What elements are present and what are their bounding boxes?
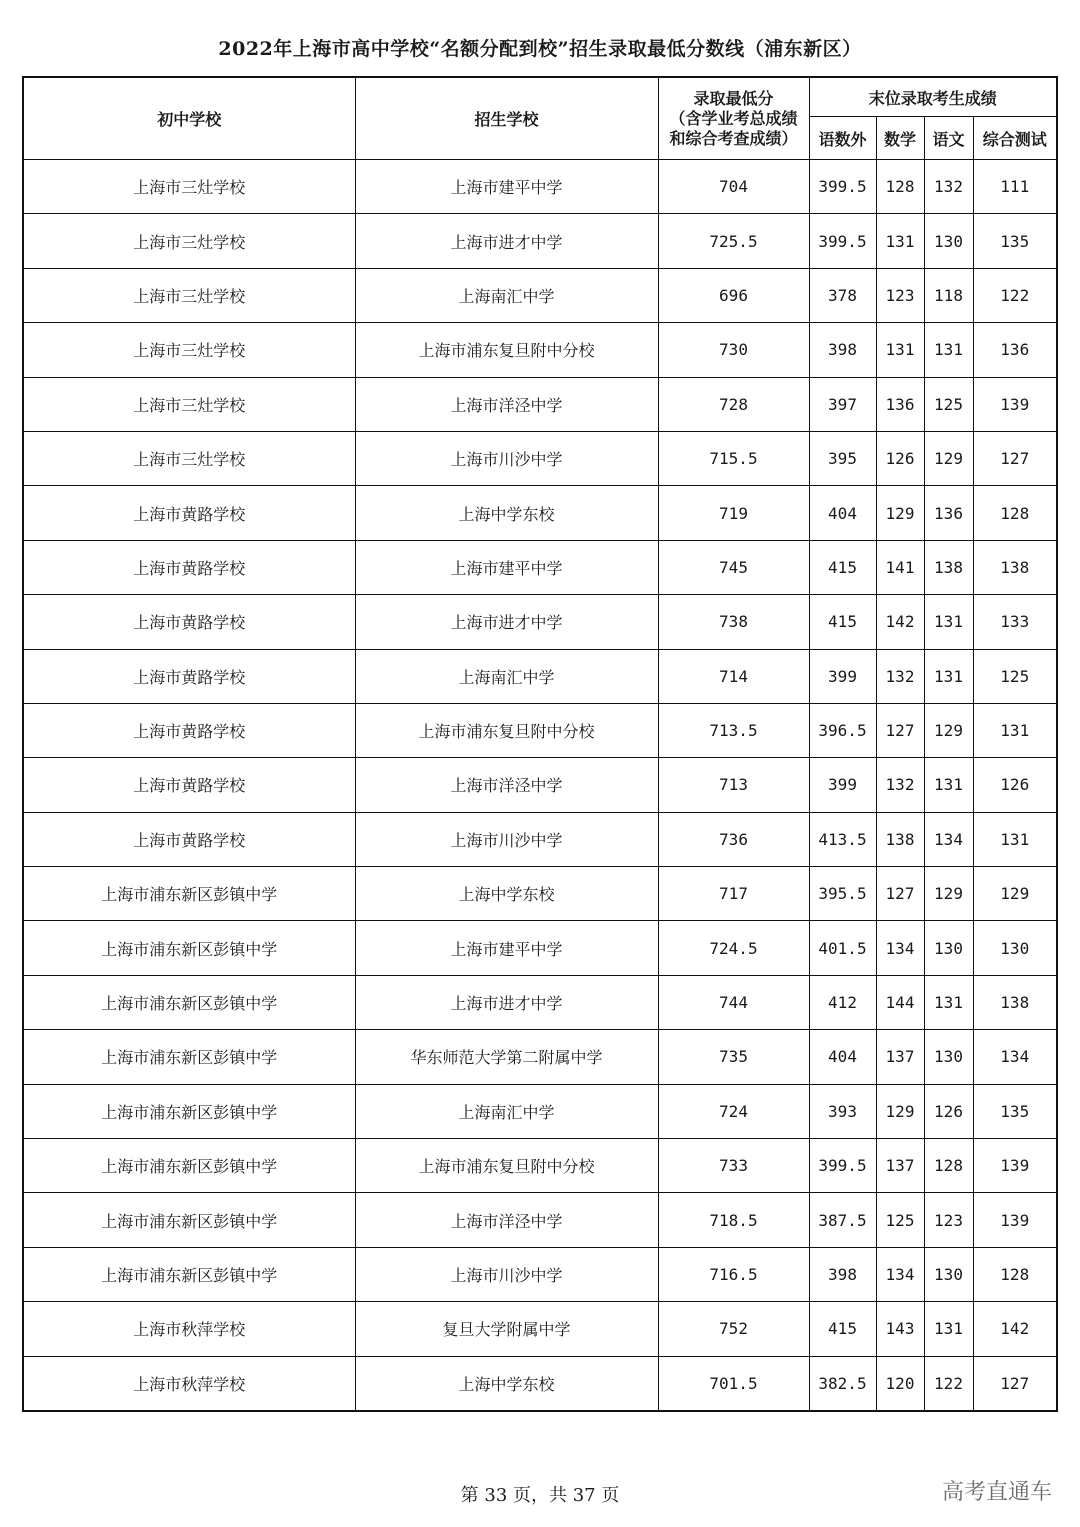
- comprehensive-cell: 138: [973, 540, 1057, 594]
- admitting-school-cell: 上海中学东校: [355, 486, 658, 540]
- chinese-cell: 131: [924, 975, 973, 1029]
- chinese-cell: 126: [924, 1084, 973, 1138]
- total-cell: 399.5: [809, 160, 876, 214]
- chinese-cell: 131: [924, 595, 973, 649]
- table-row: [23, 1139, 1057, 1193]
- comprehensive-cell: 130: [973, 921, 1057, 975]
- total-cell: 401.5: [809, 921, 876, 975]
- comprehensive-cell: 127: [973, 1356, 1057, 1411]
- math-cell: 123: [876, 268, 924, 322]
- total-cell: 393: [809, 1084, 876, 1138]
- math-cell: 128: [876, 160, 924, 214]
- total-cell: 404: [809, 486, 876, 540]
- min-score-cell: 715.5: [658, 431, 809, 485]
- header-junior-school: 初中学校: [23, 77, 355, 160]
- comprehensive-cell: 136: [973, 323, 1057, 377]
- comprehensive-cell: 129: [973, 867, 1057, 921]
- header-chinese: 语文: [924, 117, 973, 160]
- admitting-school-cell: 上海市建平中学: [355, 921, 658, 975]
- admitting-school-cell: 上海市进才中学: [355, 214, 658, 268]
- table-row: [23, 268, 1057, 322]
- header-comprehensive-test: 综合测试: [973, 117, 1057, 160]
- comprehensive-cell: 127: [973, 431, 1057, 485]
- table-row: [23, 758, 1057, 812]
- table-row: [23, 323, 1057, 377]
- junior-school-cell: 上海市三灶学校: [23, 323, 355, 377]
- junior-school-cell: 上海市浦东新区彭镇中学: [23, 975, 355, 1029]
- math-cell: 143: [876, 1302, 924, 1356]
- total-cell: 399.5: [809, 1139, 876, 1193]
- math-cell: 144: [876, 975, 924, 1029]
- math-cell: 136: [876, 377, 924, 431]
- junior-school-cell: 上海市浦东新区彭镇中学: [23, 921, 355, 975]
- chinese-cell: 131: [924, 1302, 973, 1356]
- min-score-cell: 718.5: [658, 1193, 809, 1247]
- total-cell: 396.5: [809, 703, 876, 757]
- admitting-school-cell: 上海市洋泾中学: [355, 1193, 658, 1247]
- table-row: [23, 1247, 1057, 1301]
- comprehensive-cell: 122: [973, 268, 1057, 322]
- math-cell: 132: [876, 649, 924, 703]
- min-score-cell: 728: [658, 377, 809, 431]
- chinese-cell: 131: [924, 758, 973, 812]
- junior-school-cell: 上海市浦东新区彭镇中学: [23, 1030, 355, 1084]
- junior-school-cell: 上海市三灶学校: [23, 160, 355, 214]
- min-score-cell: 704: [658, 160, 809, 214]
- min-score-cell: 717: [658, 867, 809, 921]
- junior-school-cell: 上海市三灶学校: [23, 214, 355, 268]
- admitting-school-cell: 上海市建平中学: [355, 540, 658, 594]
- chinese-cell: 129: [924, 867, 973, 921]
- table-row: [23, 649, 1057, 703]
- comprehensive-cell: 139: [973, 1139, 1057, 1193]
- math-cell: 141: [876, 540, 924, 594]
- admitting-school-cell: 上海南汇中学: [355, 1084, 658, 1138]
- table-row: [23, 867, 1057, 921]
- junior-school-cell: 上海市黄路学校: [23, 486, 355, 540]
- min-score-cell: 724.5: [658, 921, 809, 975]
- junior-school-cell: 上海市黄路学校: [23, 540, 355, 594]
- admitting-school-cell: 上海南汇中学: [355, 649, 658, 703]
- math-cell: 131: [876, 214, 924, 268]
- junior-school-cell: 上海市秋萍学校: [23, 1356, 355, 1411]
- admitting-school-cell: 上海市川沙中学: [355, 431, 658, 485]
- chinese-cell: 130: [924, 1030, 973, 1084]
- math-cell: 131: [876, 323, 924, 377]
- header-chinese-math-english: 语数外: [809, 117, 876, 160]
- table-row: [23, 1030, 1057, 1084]
- header-math: 数学: [876, 117, 924, 160]
- junior-school-cell: 上海市三灶学校: [23, 431, 355, 485]
- total-cell: 399: [809, 758, 876, 812]
- min-score-cell: 738: [658, 595, 809, 649]
- math-cell: 132: [876, 758, 924, 812]
- admitting-school-cell: 上海市进才中学: [355, 595, 658, 649]
- admitting-school-cell: 上海市洋泾中学: [355, 758, 658, 812]
- junior-school-cell: 上海市三灶学校: [23, 377, 355, 431]
- admitting-school-cell: 上海市浦东复旦附中分校: [355, 323, 658, 377]
- admission-scores-table: [22, 76, 1058, 1412]
- table-row: [23, 703, 1057, 757]
- math-cell: 125: [876, 1193, 924, 1247]
- chinese-cell: 130: [924, 921, 973, 975]
- admitting-school-cell: 上海中学东校: [355, 867, 658, 921]
- math-cell: 138: [876, 812, 924, 866]
- comprehensive-cell: 133: [973, 595, 1057, 649]
- total-cell: 398: [809, 1247, 876, 1301]
- min-score-cell: 716.5: [658, 1247, 809, 1301]
- chinese-cell: 131: [924, 323, 973, 377]
- header-row-top: [23, 77, 1057, 117]
- admitting-school-cell: 上海市洋泾中学: [355, 377, 658, 431]
- page-number: 第 33 页，共 37 页: [460, 1485, 620, 1506]
- comprehensive-cell: 139: [973, 377, 1057, 431]
- table-row: [23, 1302, 1057, 1356]
- math-cell: 134: [876, 1247, 924, 1301]
- comprehensive-cell: 142: [973, 1302, 1057, 1356]
- comprehensive-cell: 128: [973, 1247, 1057, 1301]
- header-min-score-title: 录取最低分: [693, 88, 774, 108]
- total-cell: 415: [809, 540, 876, 594]
- chinese-cell: 134: [924, 812, 973, 866]
- chinese-cell: 128: [924, 1139, 973, 1193]
- total-cell: 399: [809, 649, 876, 703]
- comprehensive-cell: 131: [973, 812, 1057, 866]
- chinese-cell: 122: [924, 1356, 973, 1411]
- comprehensive-cell: 138: [973, 975, 1057, 1029]
- math-cell: 120: [876, 1356, 924, 1411]
- math-cell: 127: [876, 867, 924, 921]
- math-cell: 127: [876, 703, 924, 757]
- table-row: [23, 540, 1057, 594]
- comprehensive-cell: 135: [973, 1084, 1057, 1138]
- total-cell: 412: [809, 975, 876, 1029]
- comprehensive-cell: 139: [973, 1193, 1057, 1247]
- math-cell: 137: [876, 1030, 924, 1084]
- table-row: [23, 1084, 1057, 1138]
- min-score-cell: 745: [658, 540, 809, 594]
- chinese-cell: 118: [924, 268, 973, 322]
- table-row: [23, 921, 1057, 975]
- comprehensive-cell: 125: [973, 649, 1057, 703]
- total-cell: 399.5: [809, 214, 876, 268]
- total-cell: 397: [809, 377, 876, 431]
- admitting-school-cell: 上海市建平中学: [355, 160, 658, 214]
- junior-school-cell: 上海市秋萍学校: [23, 1302, 355, 1356]
- chinese-cell: 138: [924, 540, 973, 594]
- comprehensive-cell: 126: [973, 758, 1057, 812]
- chinese-cell: 132: [924, 160, 973, 214]
- min-score-cell: 752: [658, 1302, 809, 1356]
- total-cell: 413.5: [809, 812, 876, 866]
- total-cell: 387.5: [809, 1193, 876, 1247]
- table-row: [23, 1193, 1057, 1247]
- header-min-score-note: （含学业考总成绩和综合考查成绩）: [669, 108, 798, 148]
- junior-school-cell: 上海市三灶学校: [23, 268, 355, 322]
- chinese-cell: 129: [924, 703, 973, 757]
- table-row: [23, 975, 1057, 1029]
- watermark-logo: 高考直通车: [942, 1480, 1053, 1505]
- chinese-cell: 129: [924, 431, 973, 485]
- admitting-school-cell: 上海中学东校: [355, 1356, 658, 1411]
- chinese-cell: 131: [924, 649, 973, 703]
- table-row: [23, 160, 1057, 214]
- junior-school-cell: 上海市黄路学校: [23, 758, 355, 812]
- table-row: [23, 595, 1057, 649]
- table-body: [23, 160, 1057, 1411]
- min-score-cell: 696: [658, 268, 809, 322]
- table-row: [23, 377, 1057, 431]
- table-row: [23, 431, 1057, 485]
- min-score-cell: 730: [658, 323, 809, 377]
- admitting-school-cell: 上海市进才中学: [355, 975, 658, 1029]
- comprehensive-cell: 135: [973, 214, 1057, 268]
- comprehensive-cell: 134: [973, 1030, 1057, 1084]
- junior-school-cell: 上海市浦东新区彭镇中学: [23, 867, 355, 921]
- junior-school-cell: 上海市浦东新区彭镇中学: [23, 1139, 355, 1193]
- min-score-cell: 735: [658, 1030, 809, 1084]
- junior-school-cell: 上海市浦东新区彭镇中学: [23, 1084, 355, 1138]
- header-min-score: [658, 77, 809, 160]
- min-score-cell: 724: [658, 1084, 809, 1138]
- comprehensive-cell: 131: [973, 703, 1057, 757]
- comprehensive-cell: 111: [973, 160, 1057, 214]
- total-cell: 398: [809, 323, 876, 377]
- chinese-cell: 130: [924, 1247, 973, 1301]
- total-cell: 404: [809, 1030, 876, 1084]
- admitting-school-cell: 上海市浦东复旦附中分校: [355, 1139, 658, 1193]
- admitting-school-cell: 复旦大学附属中学: [355, 1302, 658, 1356]
- min-score-cell: 725.5: [658, 214, 809, 268]
- admitting-school-cell: 上海市浦东复旦附中分校: [355, 703, 658, 757]
- min-score-cell: 701.5: [658, 1356, 809, 1411]
- junior-school-cell: 上海市浦东新区彭镇中学: [23, 1247, 355, 1301]
- chinese-cell: 123: [924, 1193, 973, 1247]
- math-cell: 129: [876, 486, 924, 540]
- junior-school-cell: 上海市黄路学校: [23, 703, 355, 757]
- table-row: [23, 1356, 1057, 1411]
- chinese-cell: 136: [924, 486, 973, 540]
- math-cell: 142: [876, 595, 924, 649]
- chinese-cell: 125: [924, 377, 973, 431]
- math-cell: 134: [876, 921, 924, 975]
- min-score-cell: 714: [658, 649, 809, 703]
- min-score-cell: 736: [658, 812, 809, 866]
- page-title: 2022年上海市高中学校“名额分配到校”招生录取最低分数线（浦东新区）: [218, 38, 862, 60]
- junior-school-cell: 上海市黄路学校: [23, 649, 355, 703]
- table-row: [23, 214, 1057, 268]
- total-cell: 382.5: [809, 1356, 876, 1411]
- junior-school-cell: 上海市黄路学校: [23, 812, 355, 866]
- header-last-admitted: 末位录取考生成绩: [809, 77, 1057, 117]
- total-cell: 415: [809, 595, 876, 649]
- total-cell: 395: [809, 431, 876, 485]
- comprehensive-cell: 128: [973, 486, 1057, 540]
- table-row: [23, 486, 1057, 540]
- total-cell: 415: [809, 1302, 876, 1356]
- math-cell: 137: [876, 1139, 924, 1193]
- admitting-school-cell: 上海市川沙中学: [355, 1247, 658, 1301]
- min-score-cell: 713.5: [658, 703, 809, 757]
- admitting-school-cell: 上海市川沙中学: [355, 812, 658, 866]
- total-cell: 395.5: [809, 867, 876, 921]
- min-score-cell: 733: [658, 1139, 809, 1193]
- junior-school-cell: 上海市黄路学校: [23, 595, 355, 649]
- admitting-school-cell: 华东师范大学第二附属中学: [355, 1030, 658, 1084]
- junior-school-cell: 上海市浦东新区彭镇中学: [23, 1193, 355, 1247]
- chinese-cell: 130: [924, 214, 973, 268]
- min-score-cell: 744: [658, 975, 809, 1029]
- math-cell: 126: [876, 431, 924, 485]
- min-score-cell: 713: [658, 758, 809, 812]
- admitting-school-cell: 上海南汇中学: [355, 268, 658, 322]
- header-admitting-school: 招生学校: [355, 77, 658, 160]
- total-cell: 378: [809, 268, 876, 322]
- math-cell: 129: [876, 1084, 924, 1138]
- min-score-cell: 719: [658, 486, 809, 540]
- table-row: [23, 812, 1057, 866]
